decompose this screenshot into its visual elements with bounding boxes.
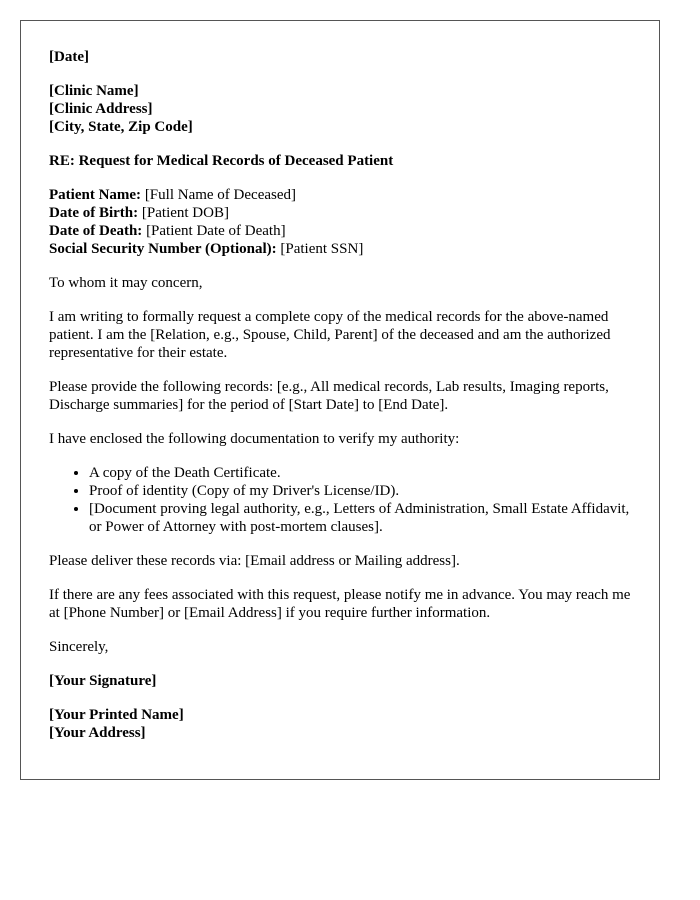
subject-line: RE: Request for Medical Records of Deceased Patient	[49, 153, 394, 169]
documents-list	[49, 464, 631, 536]
patient-dod-row	[49, 222, 631, 240]
letter-document	[20, 20, 660, 780]
patient-dob-value: [Patient DOB]	[138, 205, 229, 221]
delivery-paragraph: Please deliver these records via: [Email address or Mailing address].	[49, 553, 460, 569]
patient-dod-value: [Patient Date of Death]	[142, 223, 286, 239]
list-item: • A copy of the Death Certificate.	[89, 464, 631, 482]
clinic-address: [Clinic Address]	[49, 101, 153, 117]
list-item: • [Document proving legal authority, e.g., Letters of Administration, Small Estate Affidavit, or Power of Attorney with post-mortem clauses].	[89, 500, 631, 536]
sender-printed-name: [Your Printed Name]	[49, 707, 184, 723]
list-item: • Proof of identity (Copy of my Driver's License/ID).	[89, 482, 631, 500]
enclosed-paragraph: I have enclosed the following documentation to verify my authority:	[49, 431, 460, 447]
patient-name-value: [Full Name of Deceased]	[141, 187, 296, 203]
patient-name-row	[49, 186, 631, 204]
salutation: To whom it may concern,	[49, 275, 203, 291]
patient-dob-row	[49, 204, 631, 222]
fees-paragraph: If there are any fees associated with this request, please notify me in advance. You may reach me at [Phone Number] or [Email Address] if you require further information.	[49, 587, 631, 621]
intro-paragraph: I am writing to formally request a complete copy of the medical records for the above-named patient. I am the [Relation, e.g., Spouse, Child, Parent] of the deceased and am the authorized representative for their estate.	[49, 309, 611, 361]
clinic-name: [Clinic Name]	[49, 83, 139, 99]
patient-ssn-row	[49, 240, 631, 258]
records-paragraph: Please provide the following records: [e.g., All medical records, Lab results, Imaging reports, Discharge summaries] for the period of [Start Date] to [End Date].	[49, 379, 609, 413]
patient-details	[49, 186, 631, 258]
patient-ssn-value: [Patient SSN]	[276, 241, 364, 257]
signature-placeholder: [Your Signature]	[49, 673, 157, 689]
patient-name-label: Patient Name:	[49, 187, 142, 203]
closing: Sincerely,	[49, 639, 109, 655]
patient-ssn-label: Social Security Number (Optional):	[49, 241, 277, 257]
patient-dod-label: Date of Death:	[49, 223, 143, 239]
clinic-address-block	[49, 82, 631, 136]
sender-address: [Your Address]	[49, 725, 146, 741]
clinic-city-state-zip: [City, State, Zip Code]	[49, 119, 193, 135]
letter-date: [Date]	[49, 49, 89, 65]
patient-dob-label: Date of Birth:	[49, 205, 139, 221]
sender-block	[49, 706, 631, 742]
